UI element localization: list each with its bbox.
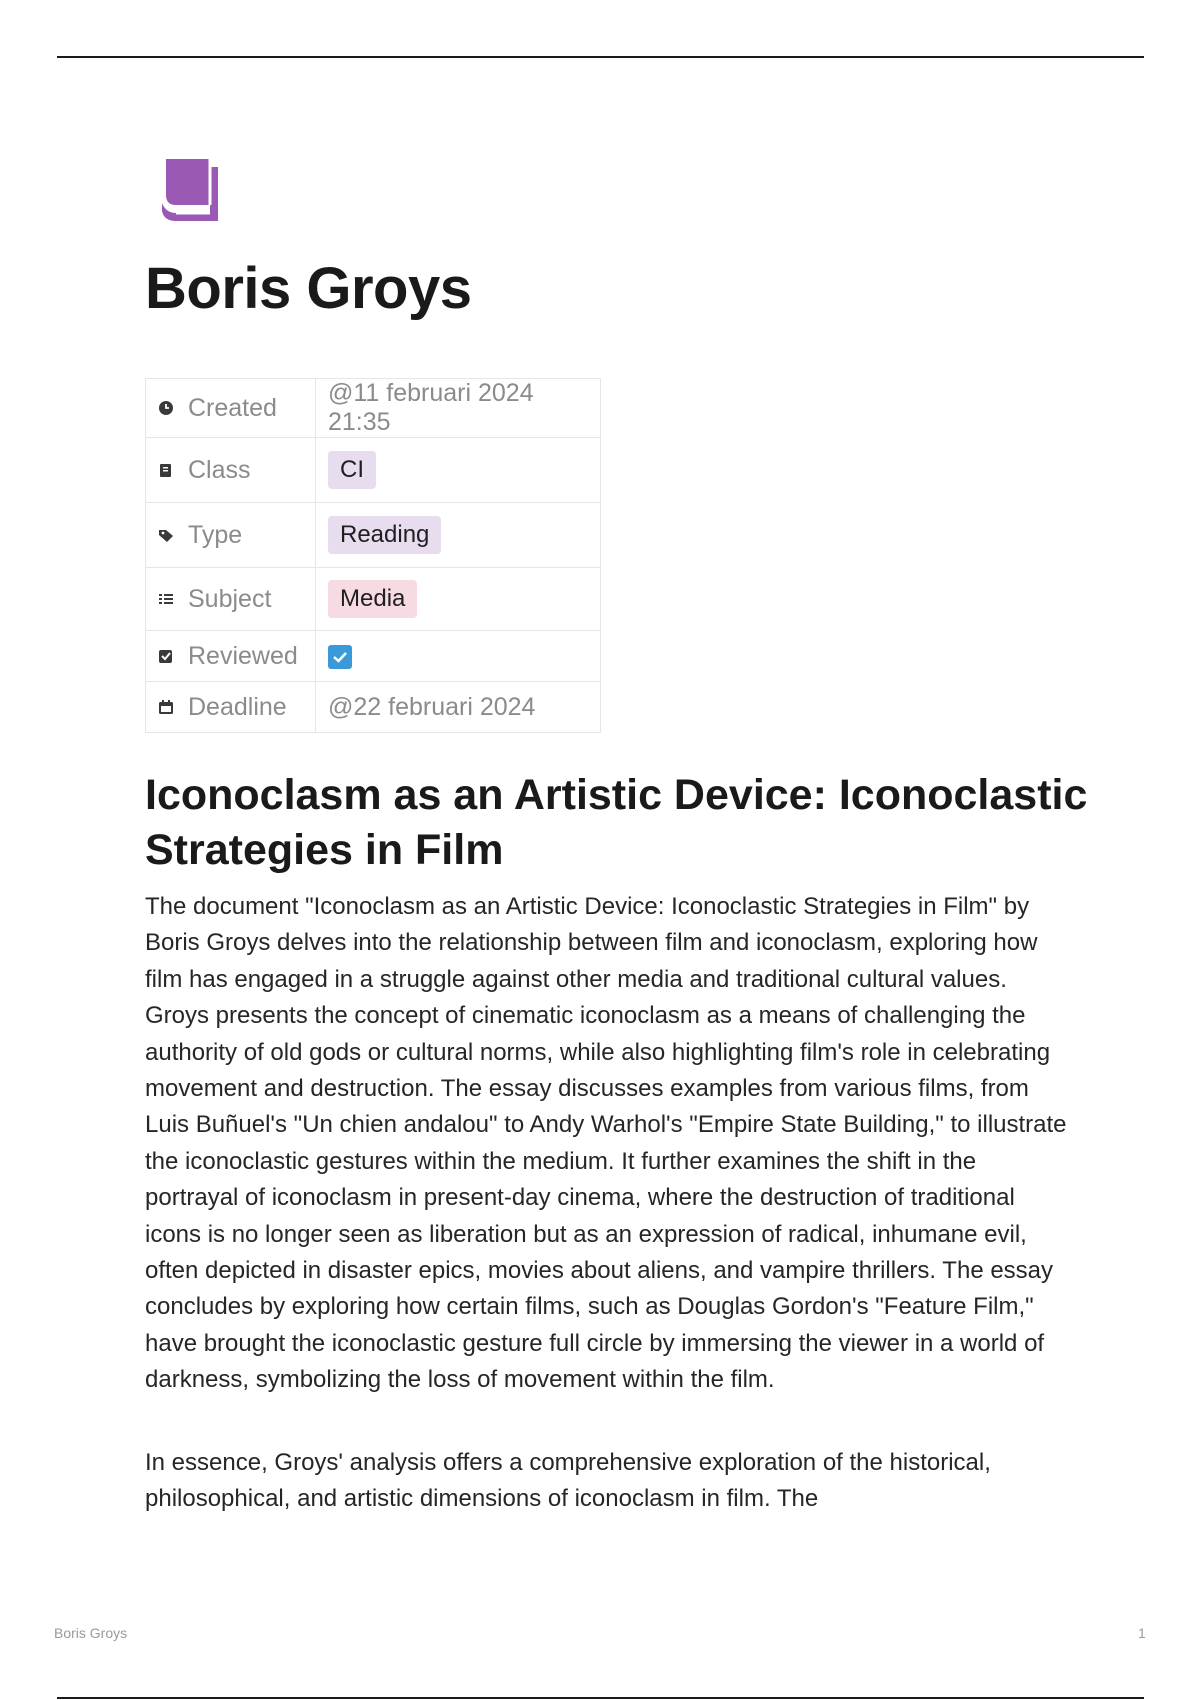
properties-table <box>145 378 601 733</box>
property-key: Deadline <box>146 682 316 733</box>
property-row-created <box>146 379 601 438</box>
property-key: Reviewed <box>146 631 316 682</box>
property-key: Created <box>146 379 316 438</box>
deadline-value[interactable]: @22 februari 2024 <box>316 682 601 733</box>
subject-tag[interactable]: Media <box>328 580 417 618</box>
reviewed-checkbox[interactable] <box>328 645 352 669</box>
property-row-subject <box>146 568 601 631</box>
page-number: 1 <box>1138 1625 1146 1641</box>
property-key: Type <box>146 503 316 568</box>
property-key: Subject <box>146 568 316 631</box>
calendar-icon <box>158 699 174 715</box>
summary-paragraph: The document "Iconoclasm as an Artistic Device: Iconoclastic Strategies in Film" by Boris Groys delves into the relationship between film and iconoclasm, exploring how film has engaged in a struggle against other media and traditional cultural values. Groys presents the concept of cinematic iconoclasm as a means of challenging the authority of old gods or cultural norms, while also highlighting film's role in celebrating movement and destruction. The essay discusses examples from various films, from Luis Buñuel's "Un chien andalou" to Andy Warhol's "Empire State Building," to illustrate the iconoclastic gestures within the medium. It further examines the shift in the portrayal of iconoclasm in present-day cinema, where the destruction of traditional icons is no longer seen as liberation but as an expression of radical, inhumane evil, often depicted in disaster epics, movies about aliens, and vampire thrillers. The essay concludes by exploring how certain films, such as Douglas Gordon's "Feature Film," have brought the iconoclastic gesture full circle by immersing the viewer in a world of darkness, symbolizing the loss of movement within the film. <box>145 893 1067 1394</box>
tag-icon <box>158 527 174 543</box>
checkbox-icon <box>158 648 174 664</box>
property-row-deadline <box>146 682 601 733</box>
page-title: Boris Groys <box>145 256 472 321</box>
top-rule <box>57 56 1144 58</box>
property-row-class <box>146 438 601 503</box>
bottom-rule <box>57 1697 1144 1699</box>
book-icon <box>158 462 174 478</box>
summary-paragraph-continued: In essence, Groys' analysis offers a comprehensive exploration of the historical, philosophical, and artistic dimensions of iconoclasm in film. The <box>145 1449 991 1513</box>
book-stack-icon <box>158 155 222 225</box>
property-row-type <box>146 503 601 568</box>
property-row-reviewed <box>146 631 601 682</box>
type-tag[interactable]: Reading <box>328 516 441 554</box>
list-icon <box>158 591 174 607</box>
clock-icon <box>158 400 174 416</box>
class-tag[interactable]: CI <box>328 451 376 489</box>
section-heading: Iconoclasm as an Artistic Device: Iconoclastic Strategies in Film <box>145 771 1088 874</box>
property-key: Class <box>146 438 316 503</box>
created-value[interactable]: @11 februari 2024 21:35 <box>316 379 601 438</box>
footer-title: Boris Groys <box>54 1625 128 1641</box>
